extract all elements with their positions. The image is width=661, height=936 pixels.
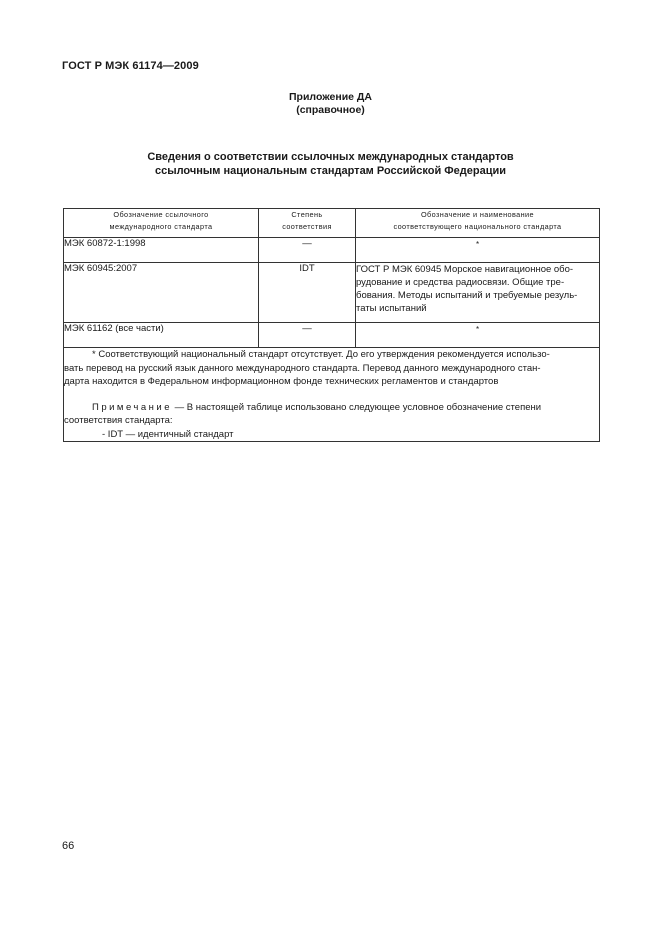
national-text-line: рудование и средства радиосвязи. Общие тре-	[356, 277, 565, 288]
footnote-cell	[64, 348, 600, 442]
national-text-line: таты испытаний	[356, 303, 427, 314]
footnote-line: вать перевод на русский язык данного международного стандарта. Перевод данного международного стан-	[64, 362, 541, 374]
column-header-text: международного стандарта	[109, 222, 213, 231]
footnote-marker: *	[475, 240, 480, 249]
table-row	[64, 323, 600, 348]
reference-cell: МЭК 60945:2007	[64, 263, 259, 323]
column-header-text: Степень	[291, 210, 323, 219]
table-footnote-row	[64, 348, 600, 442]
reference-cell: МЭК 60872-1:1998	[64, 238, 259, 263]
note-label: Примечание	[92, 401, 172, 413]
national-cell	[356, 238, 600, 263]
national-cell	[356, 323, 600, 348]
section-title	[0, 150, 661, 178]
reference-cell: МЭК 61162 (все части)	[64, 323, 259, 348]
degree-cell: —	[259, 238, 356, 263]
column-header-text: соответствующего национального стандарта	[393, 222, 562, 231]
column-header-text: Обозначение ссылочного	[113, 210, 209, 219]
footnote-line: * Соответствующий национальный стандарт отсутствует. До его утверждения рекомендуется использо-	[92, 349, 550, 360]
footnote-marker: *	[475, 325, 480, 334]
table-header-row	[64, 209, 600, 238]
correspondence-table	[63, 208, 600, 442]
table-row	[64, 238, 600, 263]
section-title-line2: ссылочным национальным стандартам Российской Федерации	[154, 165, 507, 177]
degree-cell: —	[259, 323, 356, 348]
page-number: 66	[62, 840, 75, 852]
note-text: — В настоящей таблице использовано следующее условное обозначение степени	[174, 401, 542, 413]
note-text-continued: соответствия стандарта:	[64, 415, 173, 426]
national-cell	[356, 263, 600, 323]
appendix-subtitle: (справочное)	[296, 104, 365, 116]
table-row	[64, 263, 600, 323]
national-text-line: бования. Методы испытаний и требуемые резуль-	[356, 290, 578, 301]
note-paragraph	[64, 401, 599, 415]
column-header-text: Обозначение и наименование	[420, 210, 534, 219]
document-code-header: ГОСТ Р МЭК 61174—2009	[62, 60, 199, 72]
appendix-heading	[0, 91, 661, 117]
national-text-line: ГОСТ Р МЭК 60945 Морское навигационное обо-	[356, 264, 574, 275]
column-header-reference	[64, 209, 259, 238]
section-title-line1: Сведения о соответствии ссылочных международных стандартов	[147, 151, 514, 163]
degree-cell: IDT	[259, 263, 356, 323]
footnote-line: дарта находится в Федеральном информационном фонде технических регламентов и стандартов	[64, 376, 499, 387]
column-header-national	[356, 209, 600, 238]
column-header-text: соответствия	[282, 222, 332, 231]
column-header-degree	[259, 209, 356, 238]
appendix-title: Приложение ДА	[289, 91, 372, 103]
note-item: - IDT — идентичный стандарт	[102, 428, 234, 440]
